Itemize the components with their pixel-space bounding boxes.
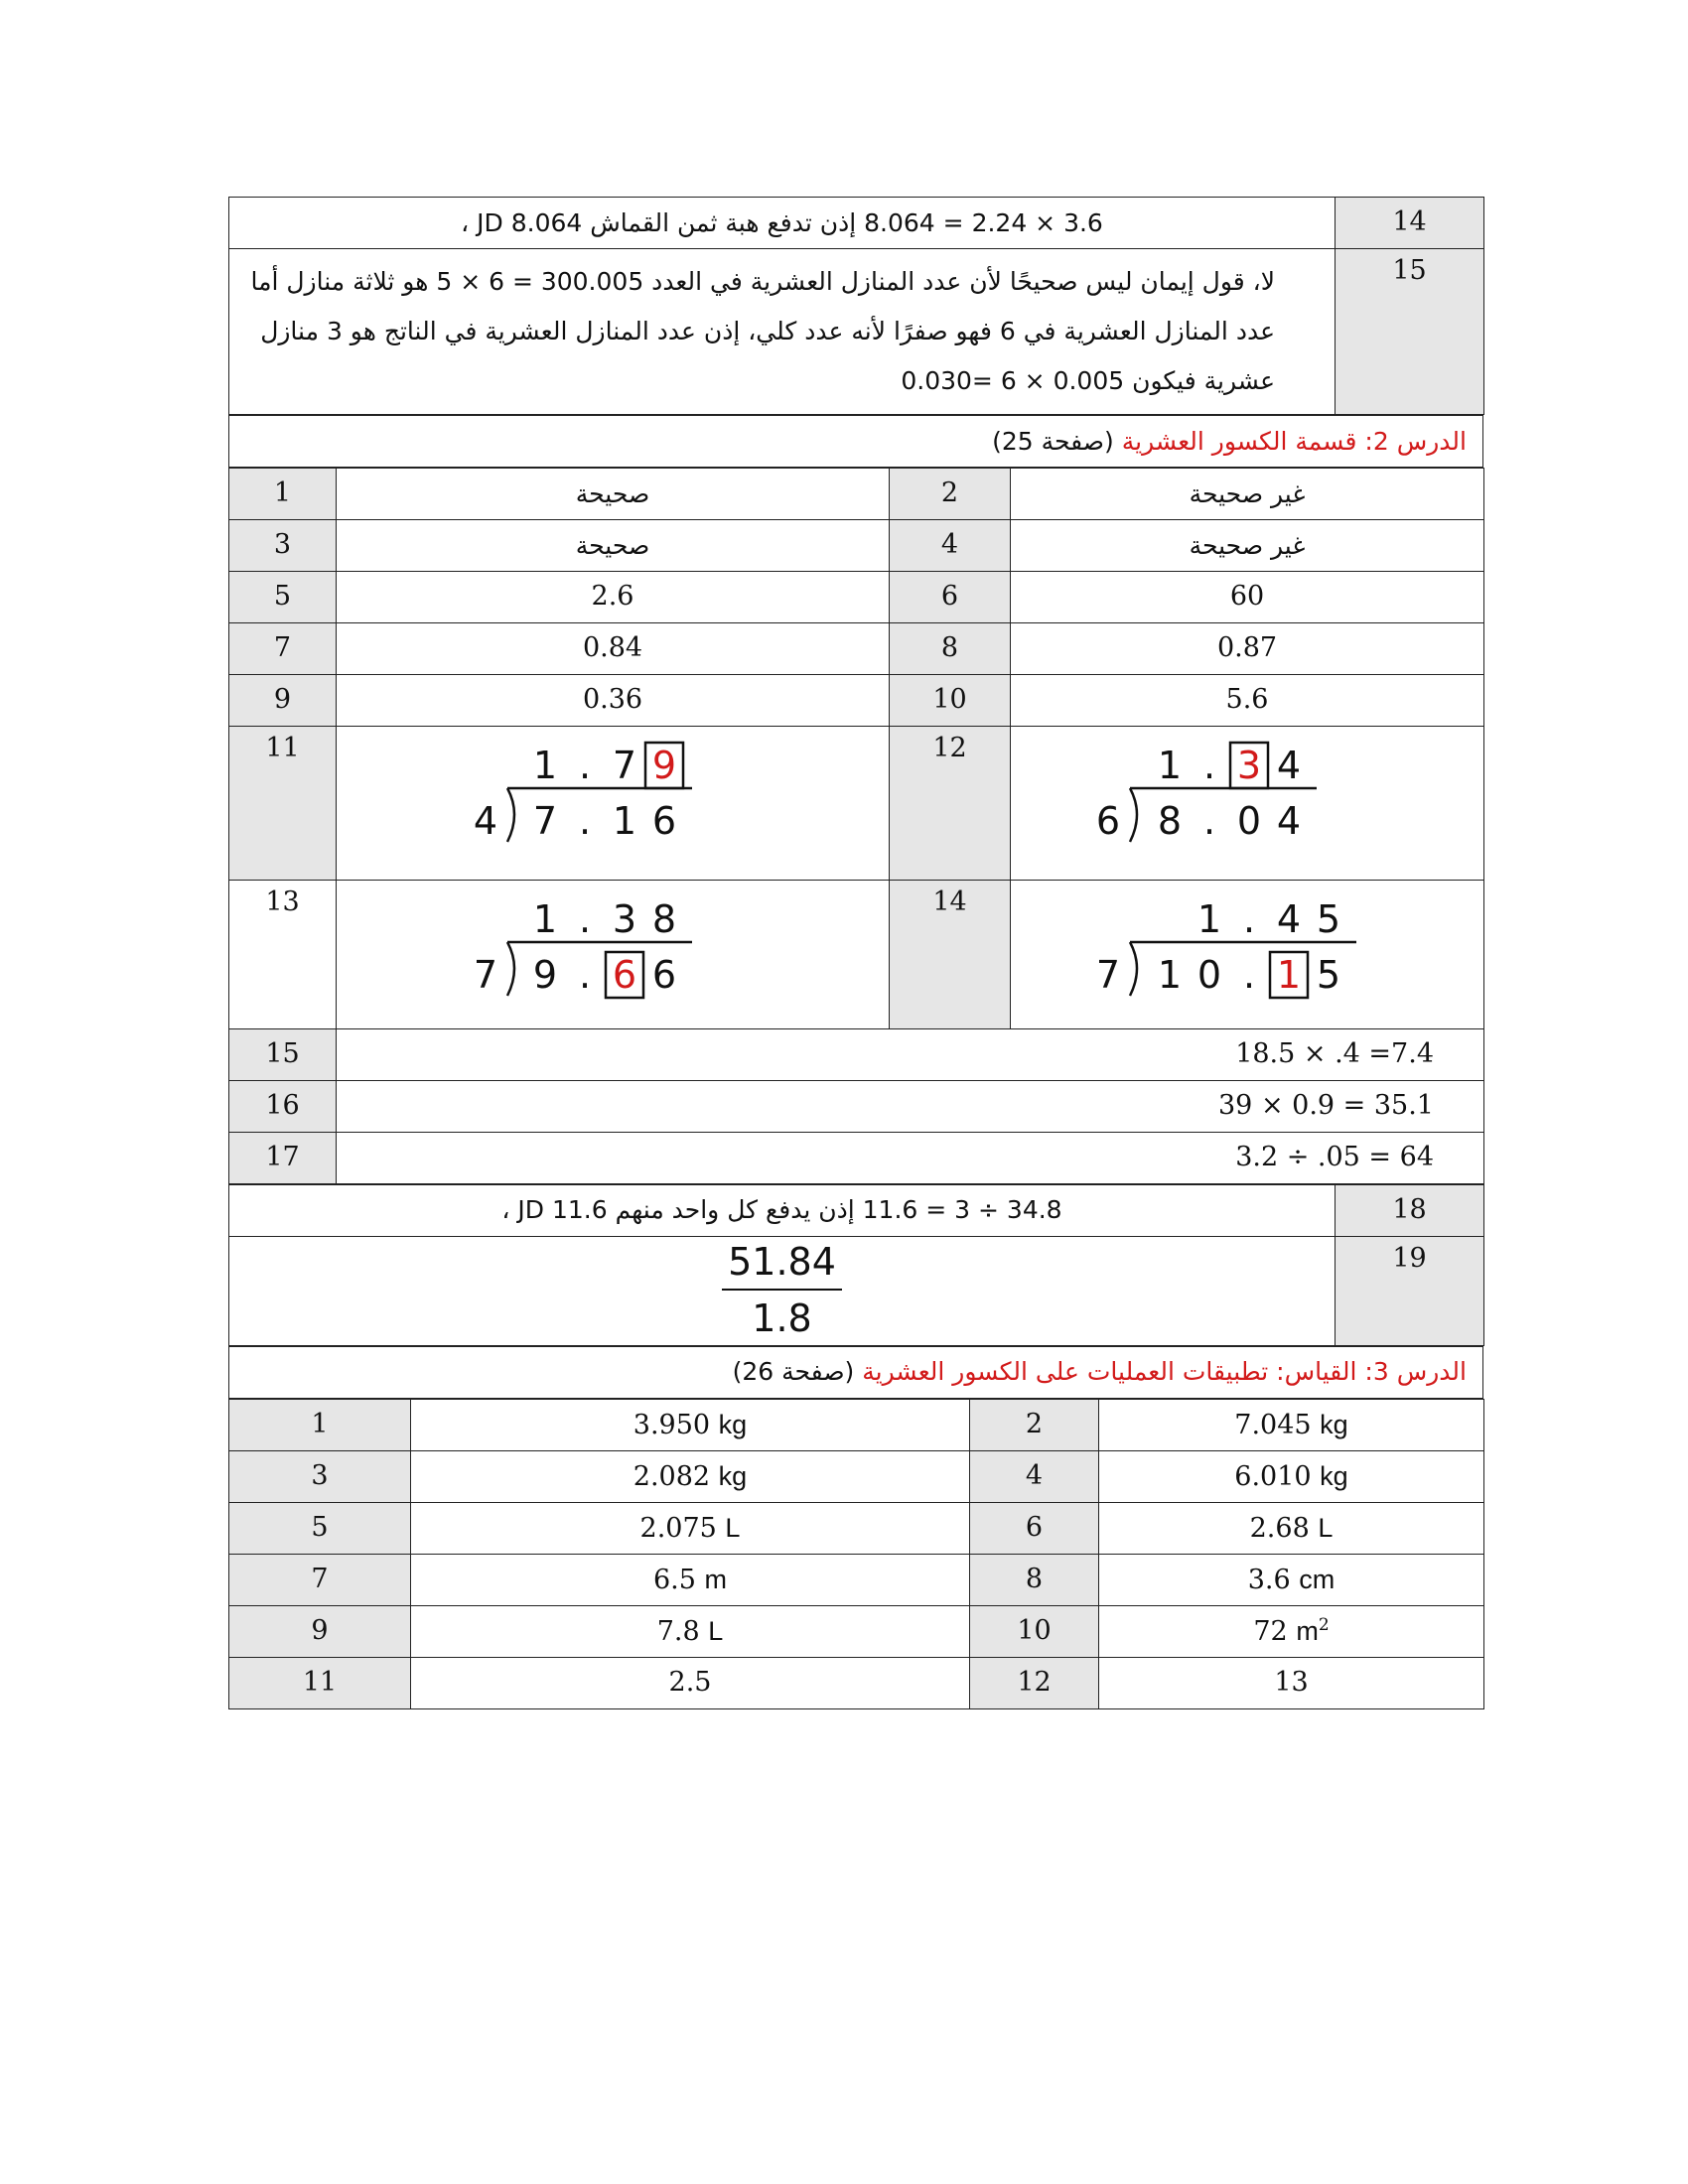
- quotient-digit: 5: [1316, 897, 1341, 942]
- long-division-13-svg: [337, 881, 890, 1020]
- answer-value: [411, 1502, 970, 1554]
- quotient-digit: .: [1202, 744, 1216, 787]
- answer-unit: kg: [1320, 1409, 1348, 1439]
- answer-value: 5.6: [1011, 675, 1484, 727]
- quotient-digit: .: [1242, 897, 1256, 942]
- table-row: [229, 1080, 1484, 1132]
- answer-19-fraction: [229, 1236, 1336, 1345]
- answer-number: 72: [1253, 1615, 1288, 1647]
- dividend-digit: 1: [1276, 953, 1302, 998]
- answer-value: [411, 1399, 970, 1450]
- long-division-13: [337, 881, 890, 1028]
- answer-key-page: [228, 197, 1483, 1709]
- answer-unit: m: [1296, 1615, 1319, 1646]
- answer-number: 6.010: [1234, 1460, 1312, 1492]
- answer-unit: L: [708, 1615, 724, 1646]
- quotient-digit: .: [578, 897, 592, 942]
- question-number: 10: [970, 1605, 1099, 1657]
- question-number: 11: [229, 727, 337, 881]
- long-division-14-svg: [1011, 881, 1484, 1020]
- table-row: [229, 1028, 1484, 1080]
- answer-value: [411, 1450, 970, 1502]
- question-number: 3: [229, 1450, 411, 1502]
- table-row: [229, 727, 1484, 881]
- lesson3-title: الدرس 3: القياس: تطبيقات العمليات على الكسور العشرية: [862, 1357, 1467, 1387]
- long-division-12: [1011, 727, 1484, 881]
- answer-value: [1099, 1657, 1484, 1708]
- question-number: 2: [970, 1399, 1099, 1450]
- table-row: [229, 1502, 1484, 1554]
- question-number: 7: [229, 623, 337, 675]
- answer-value: [1099, 1502, 1484, 1554]
- answer-value: [1099, 1605, 1484, 1657]
- answer-unit: kg: [718, 1460, 748, 1491]
- question-number: 12: [970, 1657, 1099, 1708]
- table-row: [229, 520, 1484, 572]
- answer-number: 2.082: [633, 1460, 711, 1492]
- fraction-denominator: 1.8: [752, 1297, 812, 1341]
- unit-exponent: 2: [1318, 1614, 1330, 1635]
- answer-15-text: لا، قول إيمان ليس صحيحًا لأن عدد المنازل العشرية في العدد 300.005 = 6 × 5 هو ثلاثة منازل أما عدد المنازل العشرية في 6 فهو صفرًا لأنه عدد كلي، إذن عدد المنازل العشرية في الناتج هو 3 منازل عشرية فيكون 0.005 × 6 =0.030: [229, 249, 1336, 415]
- dividend-digit: .: [1202, 799, 1216, 843]
- answer-value: غير صحيحة: [1011, 469, 1484, 520]
- question-number: 17: [229, 1132, 337, 1183]
- dividend-digit: 8: [1157, 799, 1183, 843]
- answer-unit: kg: [718, 1409, 748, 1439]
- question-number: 3: [229, 520, 337, 572]
- answer-value: 39 × 0.9 = 35.1: [337, 1080, 1484, 1132]
- answer-14-number: 14: [1336, 198, 1484, 249]
- dividend-digit: .: [578, 953, 592, 998]
- long-division-11: [337, 727, 890, 881]
- question-number: 5: [229, 572, 337, 623]
- long-division-12-svg: [1011, 727, 1484, 872]
- answer-number: 6.5: [652, 1564, 696, 1595]
- answer-value: [411, 1657, 970, 1708]
- dividend-digit: 6: [651, 799, 677, 843]
- quotient-digit: .: [578, 744, 592, 787]
- table-row: [229, 675, 1484, 727]
- table-row: [229, 1450, 1484, 1502]
- question-number: 4: [970, 1450, 1099, 1502]
- fraction: [722, 1240, 842, 1342]
- question-number: 7: [229, 1554, 411, 1605]
- answer-18-number: 18: [1336, 1184, 1484, 1236]
- quotient-digit: 1: [1157, 744, 1183, 787]
- table-row: [229, 623, 1484, 675]
- answer-number: 3.950: [633, 1409, 711, 1440]
- answer-value: 2.6: [337, 572, 890, 623]
- answer-19-number: 19: [1336, 1236, 1484, 1345]
- dividend-digit: 7: [532, 799, 558, 843]
- question-number: 1: [229, 469, 337, 520]
- dividend-digit: 0: [1196, 953, 1222, 998]
- divisor-digit: 4: [473, 799, 498, 843]
- quotient-digit: 1: [532, 744, 558, 787]
- table-row: [229, 1399, 1484, 1450]
- dividend-digit: 6: [651, 953, 677, 998]
- dividend-digit: 1: [1157, 953, 1183, 998]
- dividend-digit: 9: [532, 953, 558, 998]
- question-number: 15: [229, 1028, 337, 1080]
- divisor-digit: 7: [473, 953, 498, 998]
- lesson3-heading: [229, 1346, 1483, 1398]
- table-row: [229, 1605, 1484, 1657]
- quotient-digit: 3: [1236, 744, 1262, 787]
- answer-14-text: 3.6 × 2.24 = 8.064 إذن تدفع هبة ثمن القماش 8.064 JD ،: [229, 198, 1336, 249]
- dividend-digit: 0: [1236, 799, 1262, 843]
- answer-value: 0.84: [337, 623, 890, 675]
- question-number: 4: [890, 520, 1011, 572]
- answer-18-text: 34.8 ÷ 3 = 11.6 إذن يدفع كل واحد منهم 11.6 JD ،: [229, 1184, 1336, 1236]
- lesson3-heading-table: [228, 1346, 1483, 1399]
- answer-value: 18.5 × .4 =7.4: [337, 1028, 1484, 1080]
- long-division-11-svg: [337, 727, 890, 872]
- answer-unit: kg: [1320, 1460, 1348, 1491]
- answer-number: 7.8: [656, 1615, 700, 1647]
- answer-unit: L: [1318, 1512, 1334, 1543]
- answer-number: 13: [1274, 1667, 1309, 1699]
- lesson2-heading-table: [228, 415, 1483, 468]
- quotient-digit: 1: [1196, 897, 1222, 942]
- division-bracket: [507, 942, 514, 996]
- answer-value: [1099, 1399, 1484, 1450]
- quotient-digit: 4: [1276, 744, 1302, 787]
- table-row: [229, 1554, 1484, 1605]
- lesson2-heading: [229, 416, 1483, 468]
- quotient-digit: 3: [612, 897, 637, 942]
- answer-value: [411, 1554, 970, 1605]
- dividend-digit: 6: [612, 953, 637, 998]
- dividend-digit: 4: [1276, 799, 1302, 843]
- table-row: [229, 469, 1484, 520]
- answer-number: 3.6: [1247, 1564, 1291, 1595]
- question-number: 9: [229, 1605, 411, 1657]
- answer-value: 60: [1011, 572, 1484, 623]
- dividend-digit: .: [1242, 953, 1256, 998]
- lesson2-tail-table: [228, 1184, 1484, 1346]
- question-number: 12: [890, 727, 1011, 881]
- quotient-digit: 7: [612, 744, 637, 787]
- question-number: 10: [890, 675, 1011, 727]
- dividend-digit: .: [578, 799, 592, 843]
- question-number: 14: [890, 881, 1011, 1028]
- question-number: 6: [970, 1502, 1099, 1554]
- answer-value: [1099, 1450, 1484, 1502]
- quotient-digit: 4: [1276, 897, 1302, 942]
- question-number: 9: [229, 675, 337, 727]
- divisor-digit: 6: [1095, 799, 1121, 843]
- lesson2-title: الدرس 2: قسمة الكسور العشرية: [1121, 426, 1467, 456]
- dividend-digit: 1: [612, 799, 637, 843]
- answer-unit: cm: [1299, 1564, 1336, 1594]
- question-number: 6: [890, 572, 1011, 623]
- answer-15-number: 15: [1336, 249, 1484, 415]
- answer-unit: L: [725, 1512, 741, 1543]
- table-row: [229, 1132, 1484, 1183]
- answer-value: [411, 1605, 970, 1657]
- table-row: [229, 572, 1484, 623]
- question-number: 1: [229, 1399, 411, 1450]
- long-division-14: [1011, 881, 1484, 1028]
- question-number: 8: [970, 1554, 1099, 1605]
- table-row: [229, 881, 1484, 1028]
- answer-value: صحيحة: [337, 520, 890, 572]
- question-number: 11: [229, 1657, 411, 1708]
- lesson2-answers-table: [228, 468, 1484, 1184]
- division-bracket: [507, 788, 514, 842]
- answer-value: غير صحيحة: [1011, 520, 1484, 572]
- answer-number: 2.075: [639, 1512, 717, 1544]
- answer-value: 0.36: [337, 675, 890, 727]
- quotient-digit: 9: [651, 744, 677, 787]
- lesson1-tail-table: [228, 197, 1484, 415]
- answer-value: صحيحة: [337, 469, 890, 520]
- answer-value: [1099, 1554, 1484, 1605]
- question-number: 2: [890, 469, 1011, 520]
- question-number: 16: [229, 1080, 337, 1132]
- lesson3-page-ref: (صفحة 26): [732, 1357, 855, 1387]
- question-number: 5: [229, 1502, 411, 1554]
- quotient-digit: 8: [651, 897, 677, 942]
- division-bracket: [1130, 788, 1137, 842]
- answer-number: 7.045: [1234, 1409, 1312, 1440]
- divisor-digit: 7: [1095, 953, 1121, 998]
- lesson3-answers-table: [228, 1399, 1484, 1709]
- table-row: [229, 1657, 1484, 1708]
- answer-value: 3.2 ÷ .05 = 64: [337, 1132, 1484, 1183]
- question-number: 8: [890, 623, 1011, 675]
- answer-number: 2.5: [668, 1667, 712, 1699]
- answer-number: 2.68: [1249, 1512, 1310, 1544]
- answer-value: 0.87: [1011, 623, 1484, 675]
- quotient-digit: 1: [532, 897, 558, 942]
- fraction-numerator: 51.84: [722, 1240, 842, 1292]
- division-bracket: [1130, 942, 1137, 996]
- question-number: 13: [229, 881, 337, 1028]
- dividend-digit: 5: [1316, 953, 1341, 998]
- answer-unit: m: [704, 1564, 728, 1594]
- lesson2-page-ref: (صفحة 25): [992, 426, 1114, 456]
